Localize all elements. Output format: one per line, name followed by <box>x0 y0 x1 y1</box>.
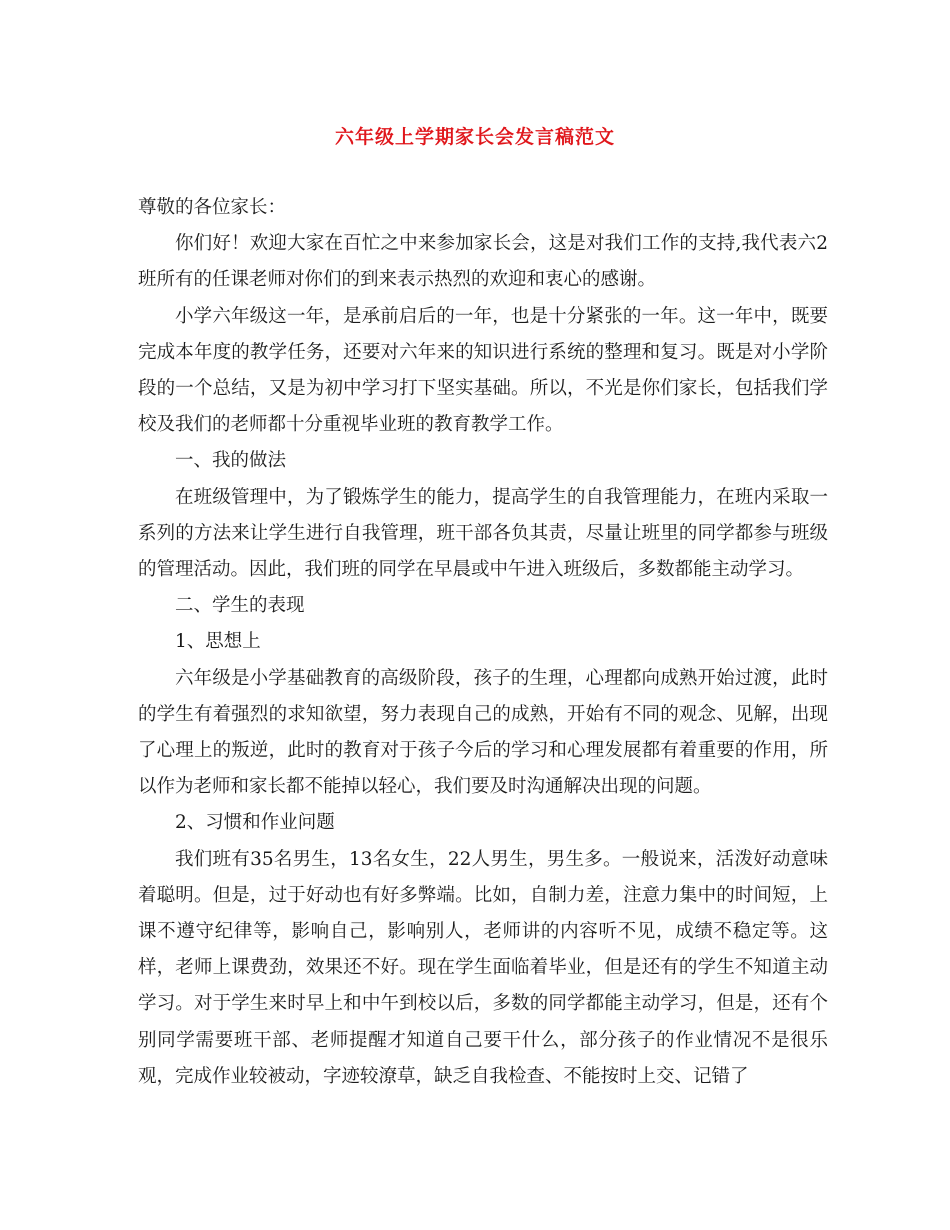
paragraph-thinking: 六年级是小学基础教育的高级阶段，孩子的生理，心理都向成熟开始过渡，此时的学生有着强烈的求知欲望，努力表现自己的成熟，开始有不同的观念、见解，出现了心理上的叛逆，此时的教育对于孩子今后的学习和心理发展都有着重要的作用，所以作为老师和家长都不能掉以轻心，我们要及时沟通解决出现的问题。 <box>138 667 828 798</box>
paragraph-habits-homework: 我们班有35名男生，13名女生，22人男生，男生多。一般说来，活泼好动意味着聪明。但是，过于好动也有好多弊端。比如，自制力差，注意力集中的时间短，上课不遵守纪律等，影响自己，影响别人，老师讲的内容听不见，成绩不稳定等。这样，老师上课费劲，效果还不好。现在学生面临着毕业，但是还有的学生不知道主动学习。对于学生来时早上和中午到校以后，多数的同学都能主动学习，但是，还有个别同学需要班干部、老师提醒才知道自己要干什么，部分孩子的作业情况不是很乐观，完成作业较被动，字迹较潦草，缺乏自我检查、不能按时上交、记错了 <box>138 848 828 1087</box>
paragraph-welcome: 你们好！欢迎大家在百忙之中来参加家长会，这是对我们工作的支持,我代表六2班所有的任课老师对你们的到来表示热烈的欢迎和衷心的感谢。 <box>138 233 828 291</box>
section-heading-student-performance: 二、学生的表现 <box>175 595 305 617</box>
subheading-habits-homework: 2、习惯和作业问题 <box>175 812 335 834</box>
subheading-thinking: 1、思想上 <box>175 631 261 653</box>
document-body <box>138 190 828 1095</box>
salutation: 尊敬的各位家长： <box>138 197 287 218</box>
section-heading-my-approach: 一、我的做法 <box>175 450 287 472</box>
paragraph-class-management: 在班级管理中，为了锻炼学生的能力，提高学生的自我管理能力，在班内采取一系列的方法来让学生进行自我管理，班干部各负其责，尽量让班里的同学都参与班级的管理活动。因此，我们班的同学在早晨或中午进入班级后，多数都能主动学习。 <box>138 486 828 581</box>
paragraph-sixth-grade-year: 小学六年级这一年，是承前启后的一年，也是十分紧张的一年。这一年中，既要完成本年度的教学任务，还要对六年来的知识进行系统的整理和复习。既是对小学阶段的一个总结，又是为初中学习打下坚实基础。所以，不光是你们家长，包括我们学校及我们的老师都十分重视毕业班的教育教学工作。 <box>138 305 828 436</box>
document-title: 六年级上学期家长会发言稿范文 <box>334 126 615 148</box>
